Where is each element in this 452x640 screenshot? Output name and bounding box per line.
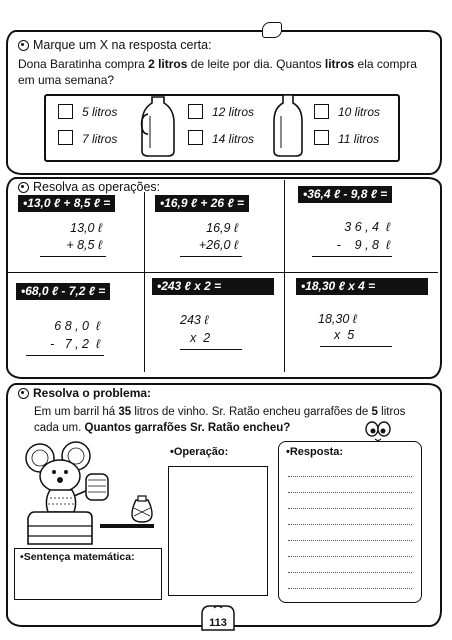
operation-6-header: • 18,30 ℓ x 4 = bbox=[296, 278, 428, 295]
scroll-ornament-top bbox=[262, 22, 282, 38]
operation-3-line2: - 9 , 8 ℓ bbox=[336, 238, 390, 252]
answer-line bbox=[288, 572, 412, 573]
answer-line bbox=[288, 540, 412, 541]
option-checkbox-11-litros[interactable] bbox=[314, 130, 329, 145]
option-label-5-litros: 5 litros bbox=[82, 105, 118, 119]
option-checkbox-14-litros[interactable] bbox=[188, 130, 203, 145]
operation-5-line1: 243 ℓ bbox=[180, 313, 209, 327]
answer-line bbox=[288, 556, 412, 557]
operation-6-line1: 18,30 ℓ bbox=[318, 312, 357, 326]
operation-2-line2: +26,0 ℓ bbox=[198, 238, 238, 252]
instruction-1: Marque um X na resposta certa: bbox=[18, 38, 212, 52]
operation-5-rule bbox=[180, 349, 242, 350]
operation-1-rule bbox=[40, 256, 106, 257]
sentenca-label: • Sentença matemática: bbox=[20, 551, 135, 563]
operation-1-header: • 13,0 ℓ + 8,5 ℓ = bbox=[18, 195, 115, 212]
operation-4-line2: - 7 , 2 ℓ bbox=[50, 337, 100, 351]
gear-icon bbox=[18, 388, 29, 399]
grid-divider bbox=[284, 180, 285, 372]
resposta-box[interactable] bbox=[278, 441, 422, 603]
option-checkbox-12-litros[interactable] bbox=[188, 104, 203, 119]
gear-icon bbox=[18, 40, 29, 51]
option-checkbox-7-litros[interactable] bbox=[58, 130, 73, 145]
operation-3-rule bbox=[312, 256, 392, 257]
grid-divider bbox=[144, 192, 145, 372]
grid-divider bbox=[8, 272, 438, 273]
operation-6-line2: x 5 bbox=[334, 328, 355, 342]
option-checkbox-5-litros[interactable] bbox=[58, 104, 73, 119]
option-label-7-litros: 7 litros bbox=[82, 132, 118, 146]
option-checkbox-10-litros[interactable] bbox=[314, 104, 329, 119]
operation-4-rule bbox=[26, 355, 104, 356]
problem-3-text: Em um barril há 35 litros de vinho. Sr. Ratão encheu garrafões de 5 litros cada um. Quantos garrafões Sr. Ratão encheu? bbox=[34, 406, 406, 434]
option-label-10-litros: 10 litros bbox=[338, 105, 381, 119]
operacao-label: • Operação: bbox=[170, 446, 228, 458]
problem-title: Resolva o problema: bbox=[18, 386, 151, 400]
instruction-2: Resolva as operações: bbox=[18, 180, 160, 194]
option-label-12-litros: 12 litros bbox=[212, 105, 255, 119]
operacao-box[interactable] bbox=[168, 466, 268, 596]
operation-3-line1: 3 6 , 4 ℓ bbox=[344, 220, 390, 234]
answer-line bbox=[288, 588, 412, 589]
operation-2-rule bbox=[180, 256, 242, 257]
milk-jug-icon bbox=[136, 94, 180, 158]
operation-3-header: • 36,4 ℓ - 9,8 ℓ = bbox=[298, 186, 392, 203]
resposta-label: • Resposta: bbox=[286, 446, 343, 458]
operation-2-header: • 16,9 ℓ + 26 ℓ = bbox=[155, 195, 249, 212]
operation-1-line2: + 8,5 ℓ bbox=[66, 238, 102, 252]
operation-5-line2: x 2 bbox=[190, 331, 211, 345]
answer-line bbox=[288, 492, 412, 493]
problem-1-text: Dona Baratinha compra 2 litros de leite por dia. Quantos litros ela compra em uma semana? bbox=[18, 57, 417, 87]
option-label-14-litros: 14 litros bbox=[212, 132, 255, 146]
answer-line bbox=[288, 524, 412, 525]
page-number: 113 bbox=[209, 617, 227, 629]
answer-line bbox=[288, 476, 412, 477]
answer-line bbox=[288, 508, 412, 509]
operation-6-rule bbox=[320, 346, 392, 347]
milk-bottle-icon bbox=[268, 92, 308, 158]
gear-icon bbox=[18, 182, 29, 193]
cartoon-eyes-icon bbox=[364, 420, 392, 442]
operation-2-line1: 16,9 ℓ bbox=[206, 221, 238, 235]
operation-5-header: • 243 ℓ x 2 = bbox=[152, 278, 274, 295]
mouse-on-barrel-illustration bbox=[14, 440, 162, 550]
operation-1-line1: 13,0 ℓ bbox=[70, 221, 102, 235]
option-label-11-litros: 11 litros bbox=[338, 132, 380, 146]
operation-4-line1: 6 8 , 0 ℓ bbox=[54, 319, 100, 333]
operation-4-header: • 68,0 ℓ - 7,2 ℓ = bbox=[16, 283, 110, 300]
